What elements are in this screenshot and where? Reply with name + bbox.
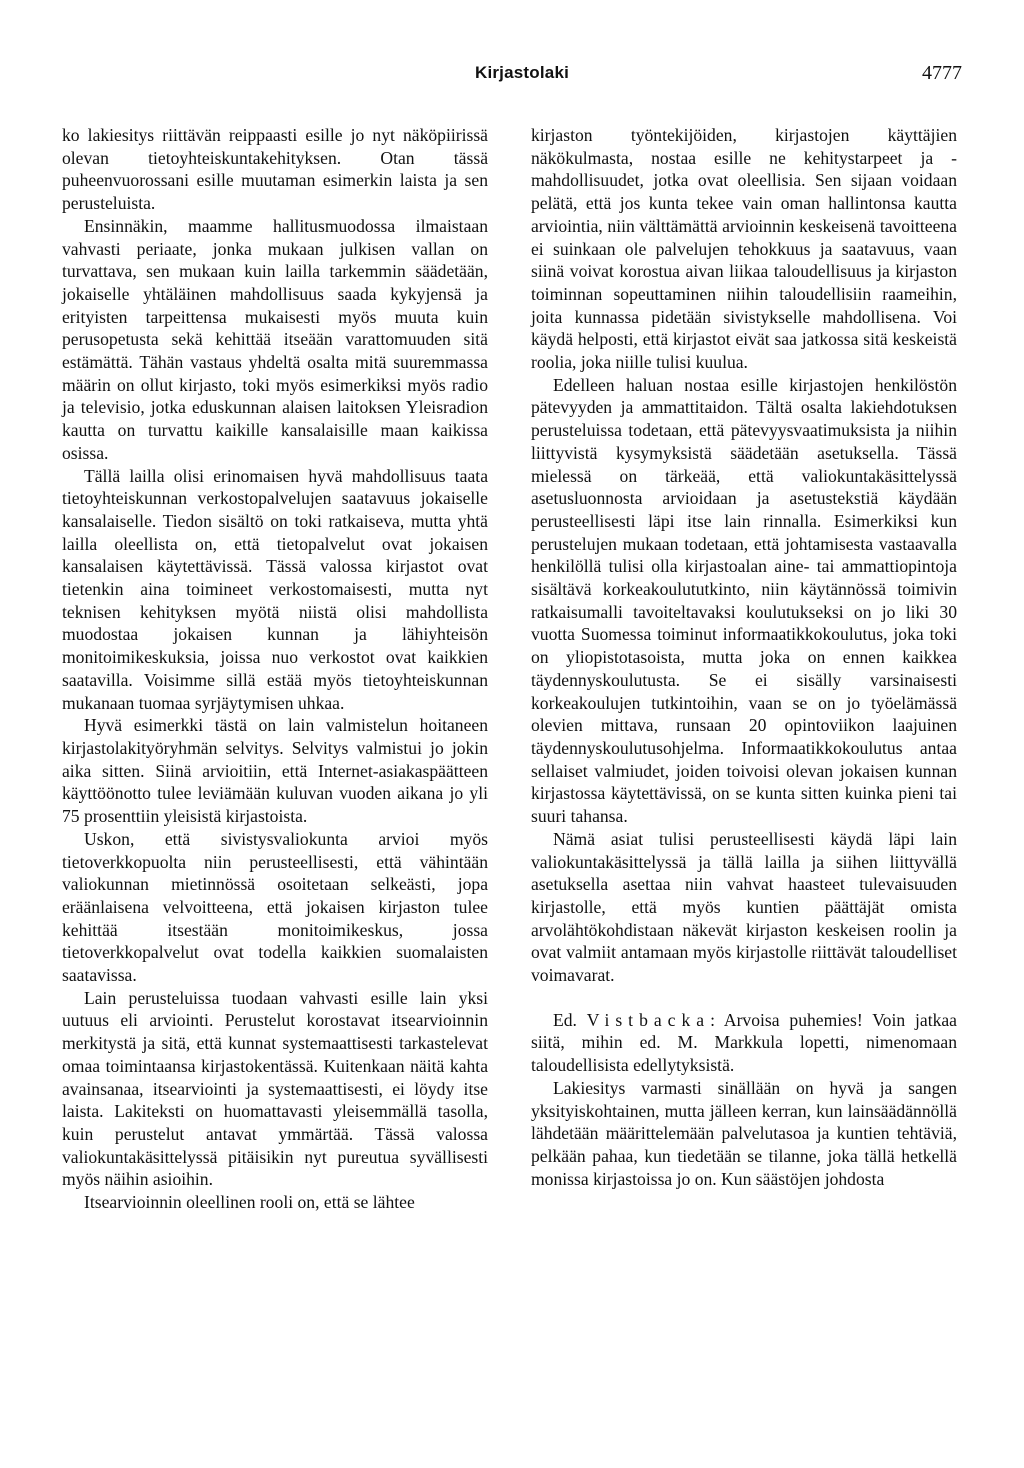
left-column — [62, 124, 488, 1214]
paragraph: Itsearvioinnin oleellinen rooli on, että se lähtee — [84, 1192, 415, 1213]
paragraph: Edelleen haluan nostaa esille kirjastojen henkilöstön pätevyyden ja ammattitaidon. Tältä osalta lakiehdotuksen perusteluissa todetaan, että pätevyysvaatimuksista ja niihin liittyvistä kysymyksistä säädetään asetuksella. Tässä mielessä on tärkeää, että valiokuntakäsittelyssä asetusluonnosta arvioidaan ja asetustekstiä käydään perusteellisesti läpi itse lain rinnalla. Esimerkiksi kun perustelujen mukaan todetaan, että johtamisesta vastaavalla henkilöllä tulisi olla kirjastoalan aine- tai ammattiopintoja sisältävä korkeakoulututkinto, niin käytännössä toimivin ratkaisumalli tavoiteltavaksi koulutukseksi on jo liki 30 vuotta Suomessa toiminut informaatikkokoulutus, joka toki on yliopistotasoista, mutta joka on ennen kaikkea täydennyskoulutusta. Se ei sisälly varsinaisesti korkeakoulujen tutkintoihin, vaan se on jo työelämässä olevien mittava, runsaan 20 opintoviikon laajuinen täydennyskoulutusohjelma. Informaatikkokoulutus antaa sellaiset valmiudet, joiden toivoisi olevan jokaisen kunnan kirjastossa käytettävissä, on se kunta sitten kuinka pieni tai suuri tahansa. — [531, 374, 957, 827]
paragraph: Lain perusteluissa tuodaan vahvasti esille lain yksi uutuus eli arviointi. Perustelut korostavat itsearvioinnin merkitystä ja sitä, että kunnat systemaattisesti tarkastelevat omaa toimintaansa kirjastokentässä. Kuitenkaan näitä kahta avainsanaa, itsearviointi ja systemaattisesti, ei löydy itse laista. Lakiteksti on huomattavasti yleisemmällä tasolla, kuin perustelut antavat ymmärtää. Tässä valossa valiokuntakäsittelyssä pitäisikin nyt pureutua syvällisesti myös näihin asioihin. — [62, 987, 488, 1190]
paragraph: Nämä asiat tulisi perusteellisesti käydä läpi lain valiokuntakäsittelyssä ja tällä lailla ja siihen liittyvällä asetuksella asettaa niin vahvat haasteet tulevaisuuden kirjastolle, että myös kuntien päättäjät omista arvolähtökohdistaan näkevät kirjaston keskeisen roolin ja ovat valmiit antamaan myös kirjastolle riittävät taloudelliset voimavarat. — [531, 828, 957, 986]
paragraph: Hyvä esimerkki tästä on lain valmistelun hoitaneen kirjastolakityöryhmän selvitys. Selvitys valmistui jo jokin aika sitten. Siinä arvioitiin, että Internet-asiakaspäätteen käyttöönotto tulee leviämään kuluvan vuoden aikana jo yli 75 prosenttiin yleisistä kirjastoista. — [62, 715, 488, 827]
paragraph: kirjaston työntekijöiden, kirjastojen käyttäjien näkökulmasta, nostaa esille ne kehitystarpeet ja -mahdollisuudet, jotka ovat oleellisia. Sen sijaan voidaan pelätä, että jos kunta tekee vain oman hallintonsa kautta arviointia, niin välttämättä arvioinnin keskeisenä tavoitteena ei suinkaan ole palvelujen tehokkuus ja saatavuus, vaan siinä voivat korostua aivan liikaa taloudellisuus ja kirjaston toiminnan sopeuttaminen niihin taloudellisiin raameihin, joita kunnassa pidetään sivistykselle mahdollisena. Voi käydä helposti, että kirjastot eivät saa jatkossa sitä keskeistä roolia, joka niille tulisi kuulua. — [531, 125, 957, 373]
speech-opening — [531, 1009, 957, 1077]
paragraph: Lakiesitys varmasti sinällään on hyvä ja sangen yksityiskohtainen, mutta jälleen kerran, kun lainsäädännöllä lähdetään määrittelemään palvelutasoa ja kuntien tehtäviä, pelkään pahaa, kun tiedetään se tilanne, joka tällä hetkellä monissa kirjastoissa jo on. Kun säästöjen johdosta — [531, 1077, 957, 1189]
page-number: 4777 — [922, 62, 962, 84]
running-head — [0, 63, 1024, 91]
right-column — [531, 124, 957, 1190]
paragraph: Uskon, että sivistysvaliokunta arvioi myös tietoverkkopuolta niin perusteellisesti, että vähintään valiokunnan mietinnössä osoitetaan selkeästi, jopa eräänlaisena velvoitteena, että jokaisen kirjaston tulee kehittää itsestään monitoimikeskus, jossa tietoverkkopalvelut ovat todella kaikkien suomalaisten saatavissa. — [62, 828, 488, 986]
paragraph: ko lakiesitys riittävän reippaasti esille jo nyt näköpiirissä olevan tietoyhteiskuntakehityksen. Otan tässä puheenvuorossani esille muutaman esimerkin laista ja sen perusteluista. — [62, 125, 488, 214]
running-title: Kirjastolaki — [474, 63, 570, 82]
paragraph: Tällä lailla olisi erinomaisen hyvä mahdollisuus taata tietoyhteiskunnan verkostopalvelujen saatavuus jokaiselle kansalaiselle. Tiedon sisältö on toki ratkaiseva, mutta yhtä lailla oleellista on, että tietopalvelut ovat jokaisen kansalaisen käytettävissä. Tässä valossa kirjastot ovat tietenkin aina toimineet verkostomaisesti, mutta nyt teknisen kehityksen myötä niistä olisi mahdollista muodostaa jokaisen kunnan ja lähiyhteisön monitoimikeskuksia, joissa nuo verkostot ovat kaikkien saatavilla. Voisimme sillä estää myös tietoyhteiskunnan mukanaan tuomaa syrjäytymisen uhkaa. — [62, 465, 488, 713]
paragraph: Ensinnäkin, maamme hallitusmuodossa ilmaistaan vahvasti periaate, jonka mukaan julkisen vallan on turvattava, sen mukaan kuin lailla tarkemmin säädetään, jokaiselle yhtäläinen mahdollisuus saada kykyjensä ja erityisten tarpeittensa mukaisesti myös muuta kuin perusopetusta sekä kehittää itseään varattomuuden sitä estämättä. Tähän vastaus yhdeltä osalta mitä suuremmassa määrin on ollut kirjasto, toki myös esimerkiksi myös radio ja televisio, jotka eduskunnan alaisen laitoksen Yleisradion kautta on turvattu kaikille kansalaisille maan kaikissa osissa. — [62, 215, 488, 463]
speaker-name: Vistbacka — [586, 1009, 711, 1030]
speech-prefix: Ed. — [553, 1009, 587, 1030]
speech-opening-text: : Arvoisa puhemies! Voin jatkaa siitä, mihin ed. M. Markkula lopetti, nimenomaan taloudellisista edellytyksistä. — [531, 1009, 957, 1076]
